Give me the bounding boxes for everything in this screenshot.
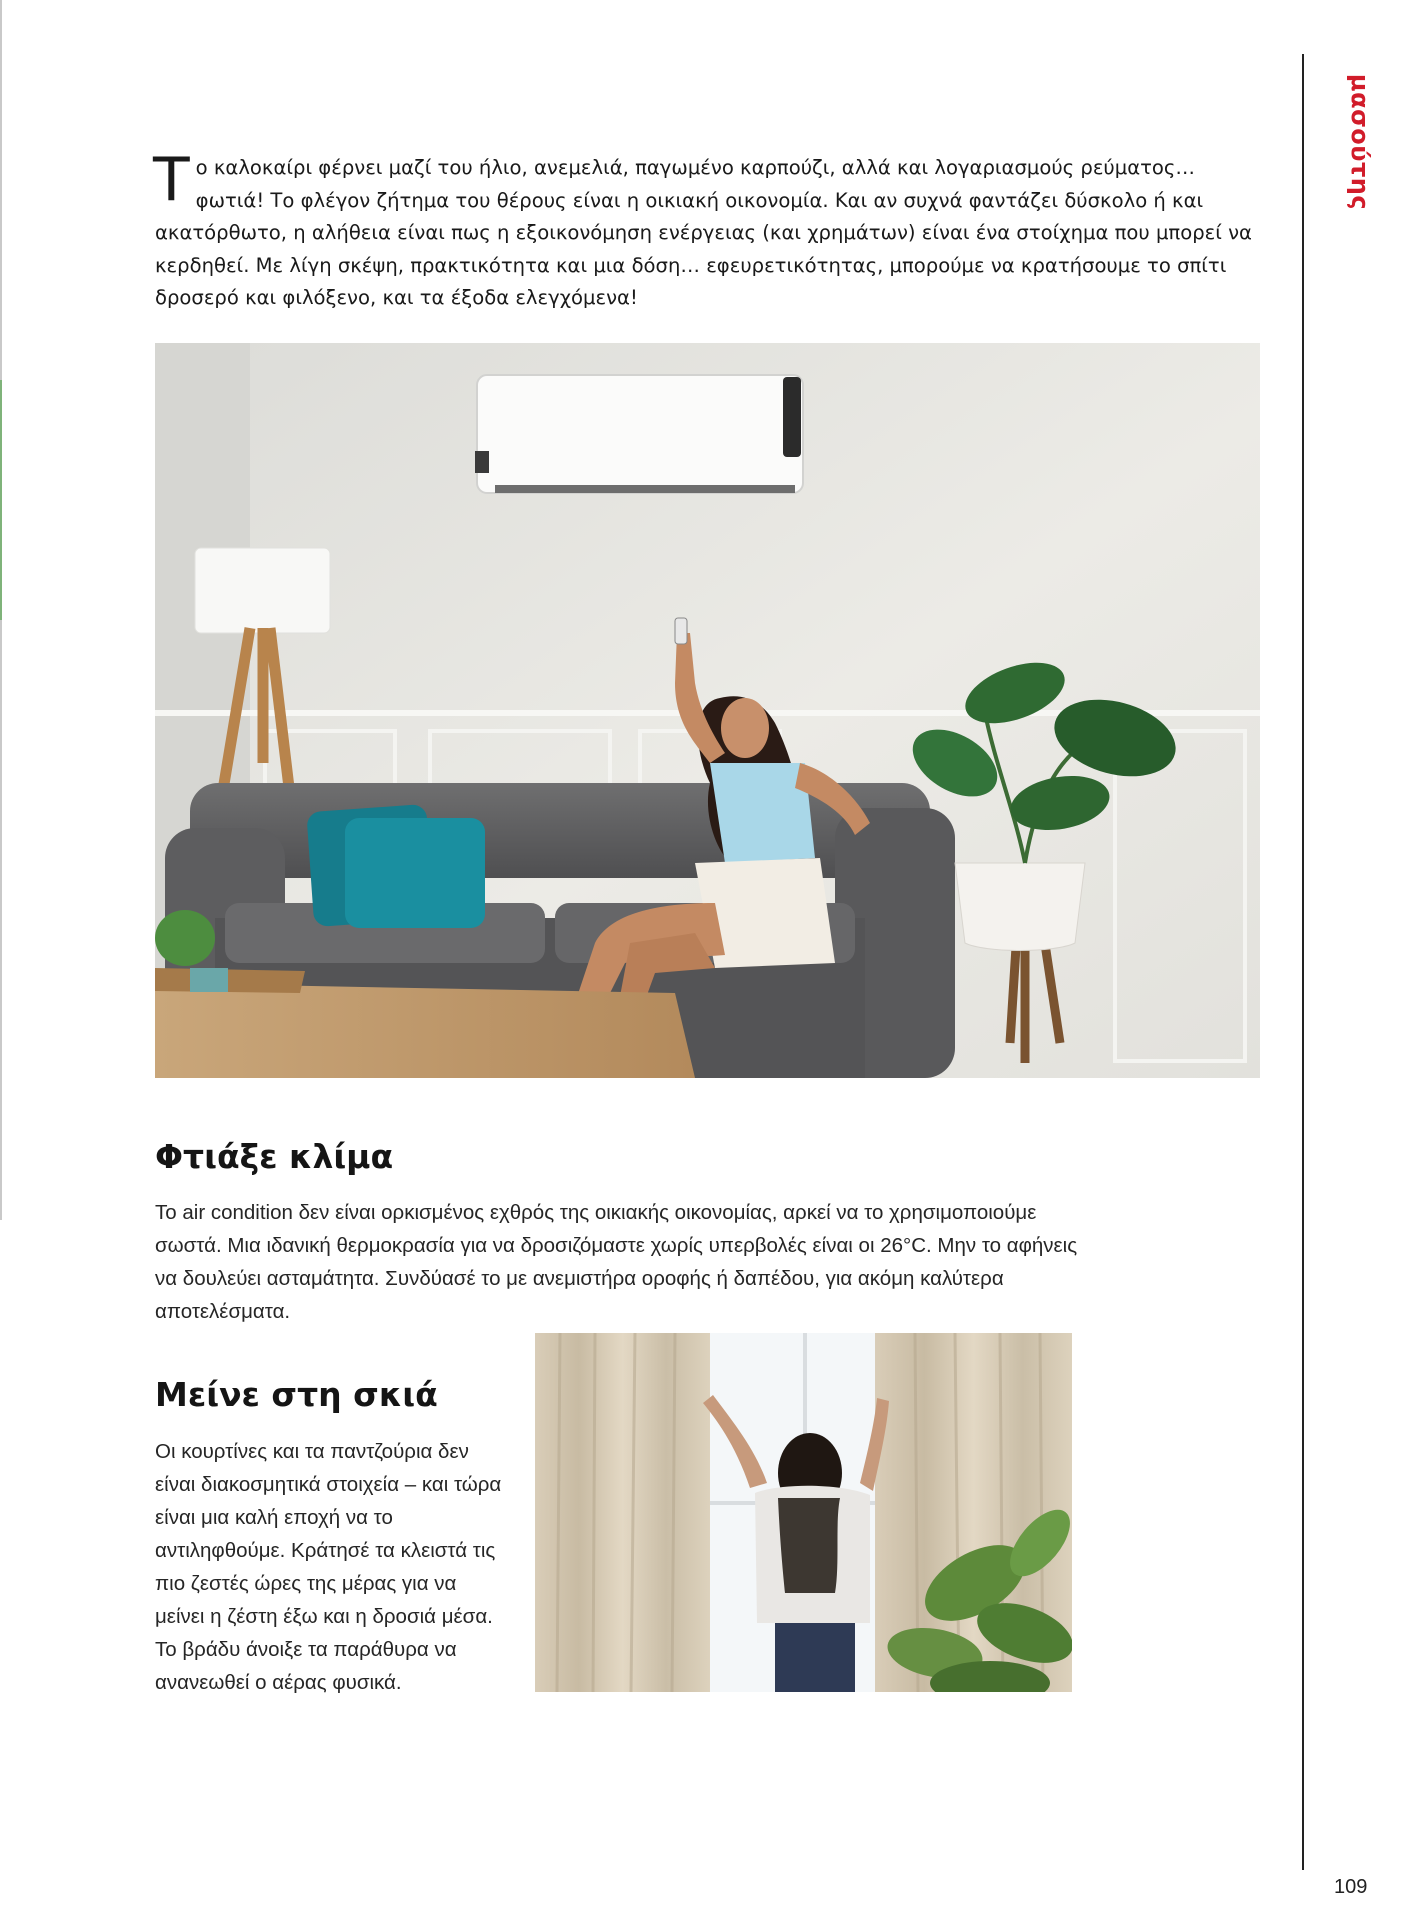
intro-text: ο καλοκαίρι φέρνει μαζί του ήλιο, ανεμελιά, παγωμένο καρπούζι, αλλά και λογαριασμούς ρεύματος… φωτιά! Το φλέγον ζήτημα του θέρους είναι η οικιακή οικονομία. Και αν συχνά φαντάζει δύσκολο ή και ακατόρθωτο, η αλήθεια είναι πως η εξοικονόμηση ενέργειας (και χρημάτων) είναι ένα στοίχημα που μπορεί να κερδηθεί. Με λίγη σκέψη, πρακτικότητα και μια δόση… εφευρετικότητας, μπορούμε να κρατήσουμε το σπίτι δροσερό και φιλόξενο, και τα έξοδα ελεγχόμενα! <box>155 156 1252 309</box>
curtains-photo <box>535 1333 1072 1692</box>
intro-paragraph <box>153 145 1265 315</box>
intro-dropcap: Τ <box>153 145 190 215</box>
curtains-illustration <box>535 1333 1072 1692</box>
section-heading-ac: Φτιάξε κλίμα <box>155 1137 394 1176</box>
brand-name: μασούτης <box>1346 73 1375 211</box>
page-edge-accent <box>0 380 2 620</box>
living-room-illustration <box>155 343 1260 1078</box>
section-body-ac: Το air condition δεν είναι ορκισμένος εχθρός της οικιακής οικονομίας, αρκεί να το χρησιμοποιούμε σωστά. Μια ιδανική θερμοκρασία για να δροσιζόμαστε χωρίς υπερβολές είναι οι 26°C. Μην το αφήνεις να δουλεύει ασταμάτητα. Συνδύασέ το με ανεμιστήρα οροφής ή δαπέδου, για ακόμη καλύτερα αποτελέσματα. <box>155 1201 1078 1323</box>
living-room-ac-photo <box>155 343 1260 1078</box>
brand-logo <box>1346 56 1375 228</box>
margin-rule <box>1302 54 1304 1870</box>
section-body-shade: Οι κουρτίνες και τα παντζούρια δεν είναι διακοσμητικά στοιχεία – και τώρα είναι μια καλή εποχή να το αντιληφθούμε. Κράτησέ τα κλειστά τις πιο ζεστές ώρες της μέρας για να μείνει η ζέστη έξω και η δροσιά μέσα. Το βράδυ άνοιξε τα παράθυρα να ανανεωθεί ο αέρας φυσικά. <box>155 1440 502 1694</box>
page-number: 109 <box>1334 1876 1368 1898</box>
section-heading-shade: Μείνε στη σκιά <box>155 1375 438 1414</box>
